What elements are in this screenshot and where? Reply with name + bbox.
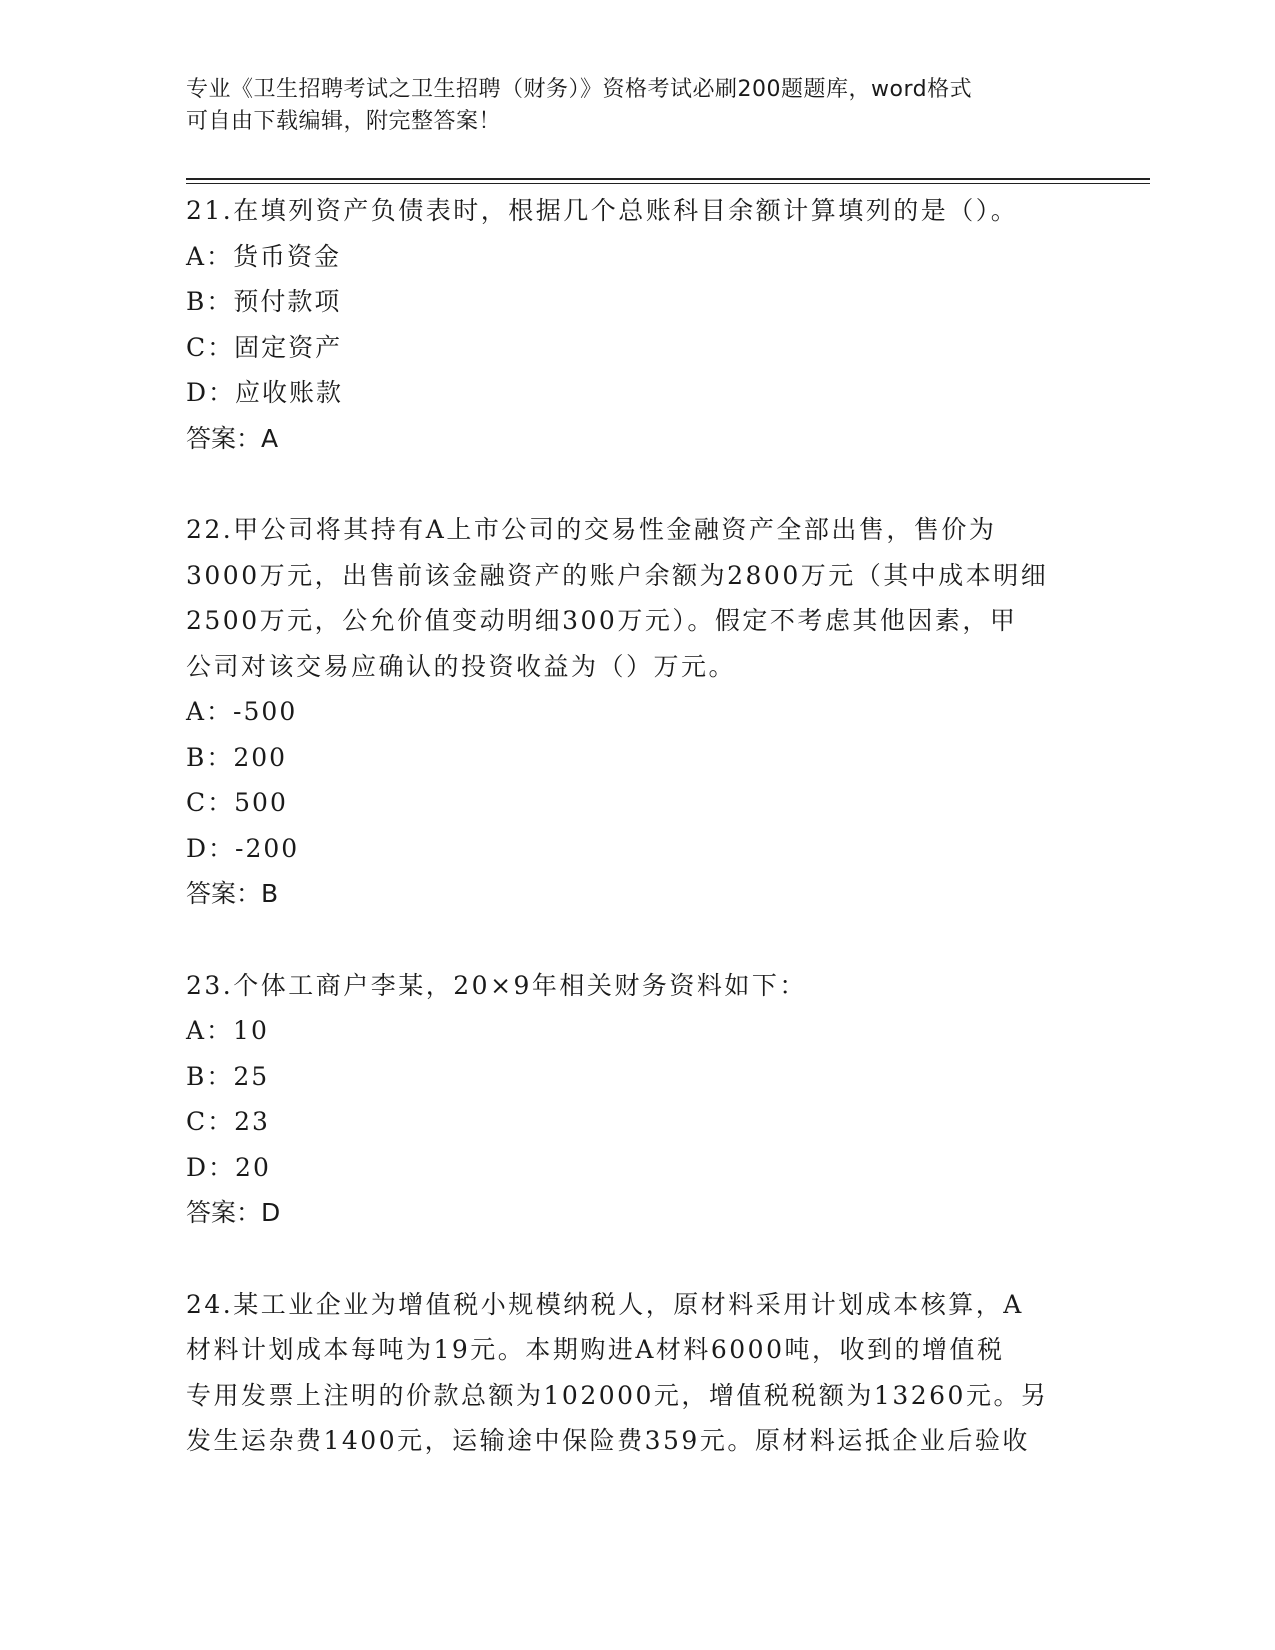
question-text-line: 公司对该交易应确认的投资收益为（）万元。 <box>186 651 737 681</box>
question-list <box>186 188 1086 1510</box>
option-d: D：-200 <box>186 833 300 863</box>
option-a: A：货币资金 <box>186 241 342 271</box>
answer-line: 答案：D <box>186 1198 281 1227</box>
question-text-line: 24.某工业企业为增值税小规模纳税人，原材料采用计划成本核算，A <box>186 1289 1024 1319</box>
question-text-line: 专用发票上注明的价款总额为102000元，增值税税额为13260元。另 <box>186 1380 1049 1410</box>
option-b: B：200 <box>186 742 288 772</box>
question-text-line: 3000万元，出售前该金融资产的账户余额为2800万元（其中成本明细 <box>186 560 1049 590</box>
question-text-line: 材料计划成本每吨为19元。本期购进A材料6000吨，收到的增值税 <box>186 1335 1005 1364</box>
option-d: D：20 <box>186 1152 271 1182</box>
question-text-line: 2500万元，公允价值变动明细300万元）。假定不考虑其他因素，甲 <box>186 606 1018 635</box>
option-a: A：-500 <box>186 697 298 726</box>
header-divider-thick <box>186 178 1150 180</box>
answer-line: 答案：B <box>186 879 279 908</box>
question-text-line: 23.个体工商户李某，20×9年相关财务资料如下： <box>186 970 807 1000</box>
option-c: C：500 <box>186 788 288 817</box>
header-line-1: 专业《卫生招聘考试之卫生招聘（财务）》资格考试必刷200题题库，word格式 <box>186 77 973 102</box>
question-21 <box>186 188 1086 461</box>
header-divider-thin <box>186 183 1150 184</box>
answer-line: 答案：A <box>186 423 279 453</box>
question-text-line: 21.在填列资产负债表时，根据几个总账科目余额计算填列的是（）。 <box>186 196 1019 225</box>
question-22 <box>186 507 1086 917</box>
document-header <box>186 74 1066 138</box>
option-c: C：23 <box>186 1107 270 1136</box>
option-a: A：10 <box>186 1016 269 1045</box>
option-c: C：固定资产 <box>186 332 343 362</box>
question-23 <box>186 963 1086 1236</box>
option-d: D：应收账款 <box>186 378 344 407</box>
option-b: B：预付款项 <box>186 287 342 316</box>
header-line-2: 可自由下载编辑，附完整答案！ <box>186 109 502 134</box>
question-24 <box>186 1282 1086 1464</box>
question-text-line: 发生运杂费1400元，运输途中保险费359元。原材料运抵企业后验收 <box>186 1426 1030 1455</box>
option-b: B：25 <box>186 1061 270 1091</box>
question-text-line: 22.甲公司将其持有A上市公司的交易性金融资产全部出售，售价为 <box>186 515 997 544</box>
